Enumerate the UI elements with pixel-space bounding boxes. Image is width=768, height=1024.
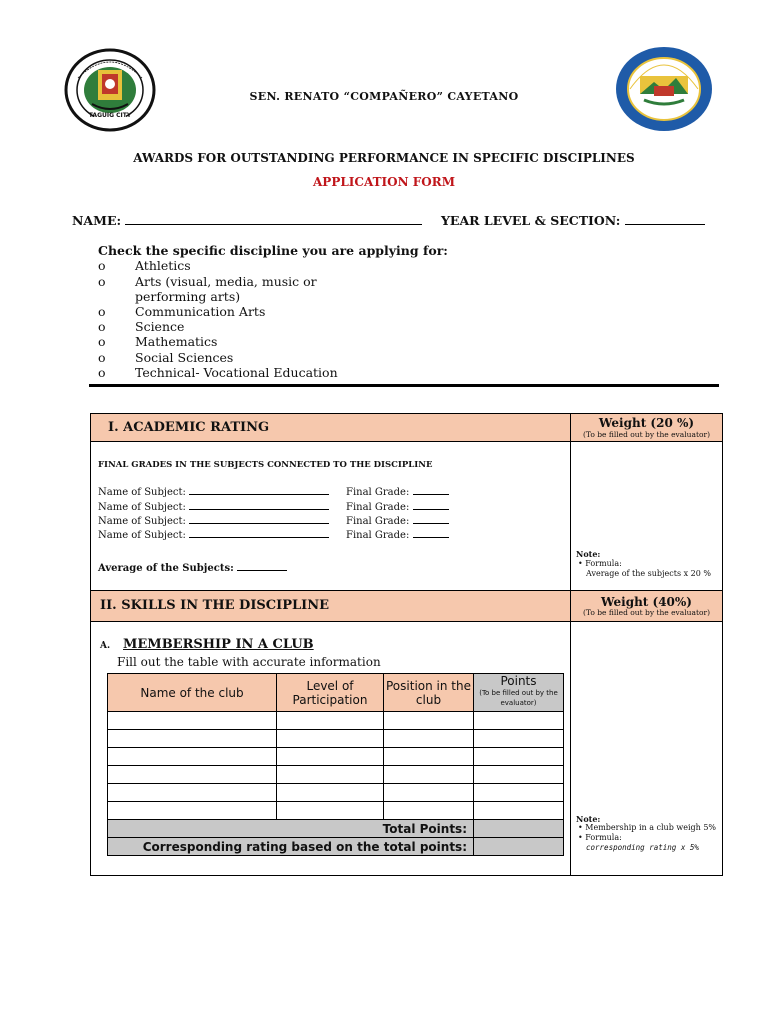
- rating-row: [108, 838, 564, 856]
- table-row[interactable]: [108, 784, 564, 802]
- rating-label: Corresponding rating based on the total points:: [108, 838, 474, 856]
- option-athletics[interactable]: [98, 258, 398, 274]
- cell[interactable]: [277, 784, 384, 802]
- cell[interactable]: [108, 748, 277, 766]
- school-name: SEN. RENATO “COMPAÑERO” CAYETANO: [249, 90, 519, 103]
- option-tech-voc[interactable]: [98, 365, 398, 381]
- checkbox[interactable]: o: [98, 334, 106, 349]
- grade-line[interactable]: [413, 483, 449, 495]
- points-note: (To be filled out by the evaluator): [479, 689, 558, 707]
- option-label: Science: [135, 319, 185, 334]
- left-seal-caption: TAGUIG CITY: [88, 112, 132, 119]
- note-title-2: Note:: [576, 814, 601, 824]
- weight-note-1: (To be filled out by the evaluator): [582, 430, 710, 439]
- checkbox[interactable]: o: [98, 319, 106, 334]
- col-points: [474, 674, 564, 712]
- weight-label-2: Weight (40%): [601, 595, 692, 609]
- subject-label: Name of Subject:: [98, 487, 186, 498]
- subject-line[interactable]: [189, 512, 329, 524]
- table-row[interactable]: [108, 802, 564, 820]
- option-communication-arts[interactable]: [98, 304, 398, 320]
- average-row[interactable]: [98, 559, 287, 574]
- cell[interactable]: [474, 748, 564, 766]
- cell[interactable]: [108, 730, 277, 748]
- col-position: Position in the club: [384, 674, 474, 712]
- table-row[interactable]: [108, 712, 564, 730]
- average-line[interactable]: [237, 559, 287, 571]
- cell[interactable]: [277, 730, 384, 748]
- weight-label-1: Weight (20 %): [598, 416, 695, 430]
- subject-line[interactable]: [189, 498, 329, 510]
- grade-label: Final Grade:: [346, 516, 410, 527]
- grade-line[interactable]: [413, 498, 449, 510]
- name-label: NAME:: [72, 213, 122, 228]
- checkbox[interactable]: o: [98, 350, 106, 365]
- grade-row-1[interactable]: [346, 483, 449, 498]
- grade-label: Final Grade:: [346, 502, 410, 513]
- option-social-sciences[interactable]: [98, 350, 398, 366]
- cell[interactable]: [108, 784, 277, 802]
- year-section-line[interactable]: [625, 213, 705, 225]
- discipline-prompt: Check the specific discipline you are applying for:: [98, 243, 448, 258]
- points-label: Points: [500, 674, 537, 688]
- option-arts[interactable]: [98, 274, 398, 290]
- grade-line[interactable]: [413, 512, 449, 524]
- form-subtitle: APPLICATION FORM: [313, 175, 455, 189]
- checkbox[interactable]: o: [98, 274, 106, 289]
- subject-line[interactable]: [189, 483, 329, 495]
- cell[interactable]: [384, 712, 474, 730]
- column-divider-2: [570, 621, 571, 876]
- cell[interactable]: [474, 712, 564, 730]
- checkbox[interactable]: o: [98, 365, 106, 380]
- option-mathematics[interactable]: [98, 334, 398, 350]
- total-row: [108, 820, 564, 838]
- cell[interactable]: [384, 766, 474, 784]
- subject-row-4[interactable]: [98, 526, 329, 541]
- cell[interactable]: [108, 802, 277, 820]
- academic-rating-title: I. ACADEMIC RATING: [108, 420, 270, 435]
- subject-label: Name of Subject:: [98, 516, 186, 527]
- cell[interactable]: [474, 766, 564, 784]
- note-item: • Membership in a club weigh 5%: [578, 823, 717, 832]
- note-list-2: [576, 823, 716, 853]
- grade-line[interactable]: [413, 526, 449, 538]
- grade-row-3[interactable]: [346, 512, 449, 527]
- note-item: • Formula:: [578, 833, 622, 842]
- checkbox[interactable]: o: [98, 304, 106, 319]
- form-title: AWARDS FOR OUTSTANDING PERFORMANCE IN SPECIFIC DISCIPLINES: [133, 151, 635, 165]
- subject-row-2[interactable]: [98, 498, 329, 513]
- cell[interactable]: [108, 766, 277, 784]
- option-label: Social Sciences: [135, 350, 234, 365]
- col-level: Level of Participation: [277, 674, 384, 712]
- right-seal-year: 2005: [656, 113, 672, 120]
- grade-label: Final Grade:: [346, 487, 410, 498]
- option-label: Communication Arts: [135, 304, 266, 319]
- cell[interactable]: [277, 766, 384, 784]
- subject-row-1[interactable]: [98, 483, 329, 498]
- membership-title: MEMBERSHIP IN A CLUB: [123, 637, 314, 652]
- cell[interactable]: [277, 712, 384, 730]
- rating-value[interactable]: [474, 838, 564, 856]
- grade-row-2[interactable]: [346, 498, 449, 513]
- table-row[interactable]: [108, 730, 564, 748]
- option-label: Mathematics: [135, 334, 218, 349]
- sub-letter: A.: [100, 641, 111, 651]
- grade-label: Final Grade:: [346, 530, 410, 541]
- cell[interactable]: [277, 802, 384, 820]
- option-arts-cont: [98, 289, 398, 305]
- cell[interactable]: [474, 784, 564, 802]
- weight-note-2: (To be filled out by the evaluator): [582, 608, 710, 617]
- total-points-label: Total Points:: [108, 820, 474, 838]
- cell[interactable]: [108, 712, 277, 730]
- subject-row-3[interactable]: [98, 512, 329, 527]
- grades-subheading: FINAL GRADES IN THE SUBJECTS CONNECTED TO THE DISCIPLINE: [98, 460, 433, 470]
- cell[interactable]: [474, 802, 564, 820]
- col-club-name: Name of the club: [108, 674, 277, 712]
- left-seal-text: [0, 0, 1, 1]
- option-label: Arts (visual, media, music or: [135, 274, 317, 289]
- checkbox[interactable]: o: [98, 258, 106, 273]
- option-label: performing arts): [135, 289, 241, 304]
- column-divider: [570, 441, 571, 591]
- name-field[interactable]: [72, 213, 422, 228]
- grade-row-4[interactable]: [346, 526, 449, 541]
- option-label: Technical- Vocational Education: [135, 365, 338, 380]
- option-label: Athletics: [135, 258, 191, 273]
- year-section-field[interactable]: [441, 213, 705, 228]
- cell[interactable]: [474, 730, 564, 748]
- average-label: Average of the Subjects:: [98, 563, 234, 574]
- cell[interactable]: [384, 730, 474, 748]
- table-row[interactable]: [108, 748, 564, 766]
- name-line[interactable]: [125, 213, 422, 225]
- membership-instruction: Fill out the table with accurate information: [117, 655, 381, 669]
- total-points-value[interactable]: [474, 820, 564, 838]
- subject-line[interactable]: [189, 526, 329, 538]
- cell[interactable]: [384, 802, 474, 820]
- subject-label: Name of Subject:: [98, 502, 186, 513]
- cell[interactable]: [384, 784, 474, 802]
- note-item-1: • Formula:: [578, 559, 622, 568]
- subject-label: Name of Subject:: [98, 530, 186, 541]
- skills-title: II. SKILLS IN THE DISCIPLINE: [100, 598, 330, 613]
- option-science[interactable]: [98, 319, 398, 335]
- divider: [89, 384, 719, 387]
- cell[interactable]: [277, 748, 384, 766]
- note-formula-1: Average of the subjects x 20 %: [586, 569, 711, 578]
- note-title-1: Note:: [576, 549, 601, 559]
- note-formula: corresponding rating x 5%: [586, 843, 699, 852]
- table-row[interactable]: [108, 766, 564, 784]
- club-table: [107, 673, 564, 856]
- year-section-label: YEAR LEVEL & SECTION:: [441, 213, 621, 228]
- cell[interactable]: [384, 748, 474, 766]
